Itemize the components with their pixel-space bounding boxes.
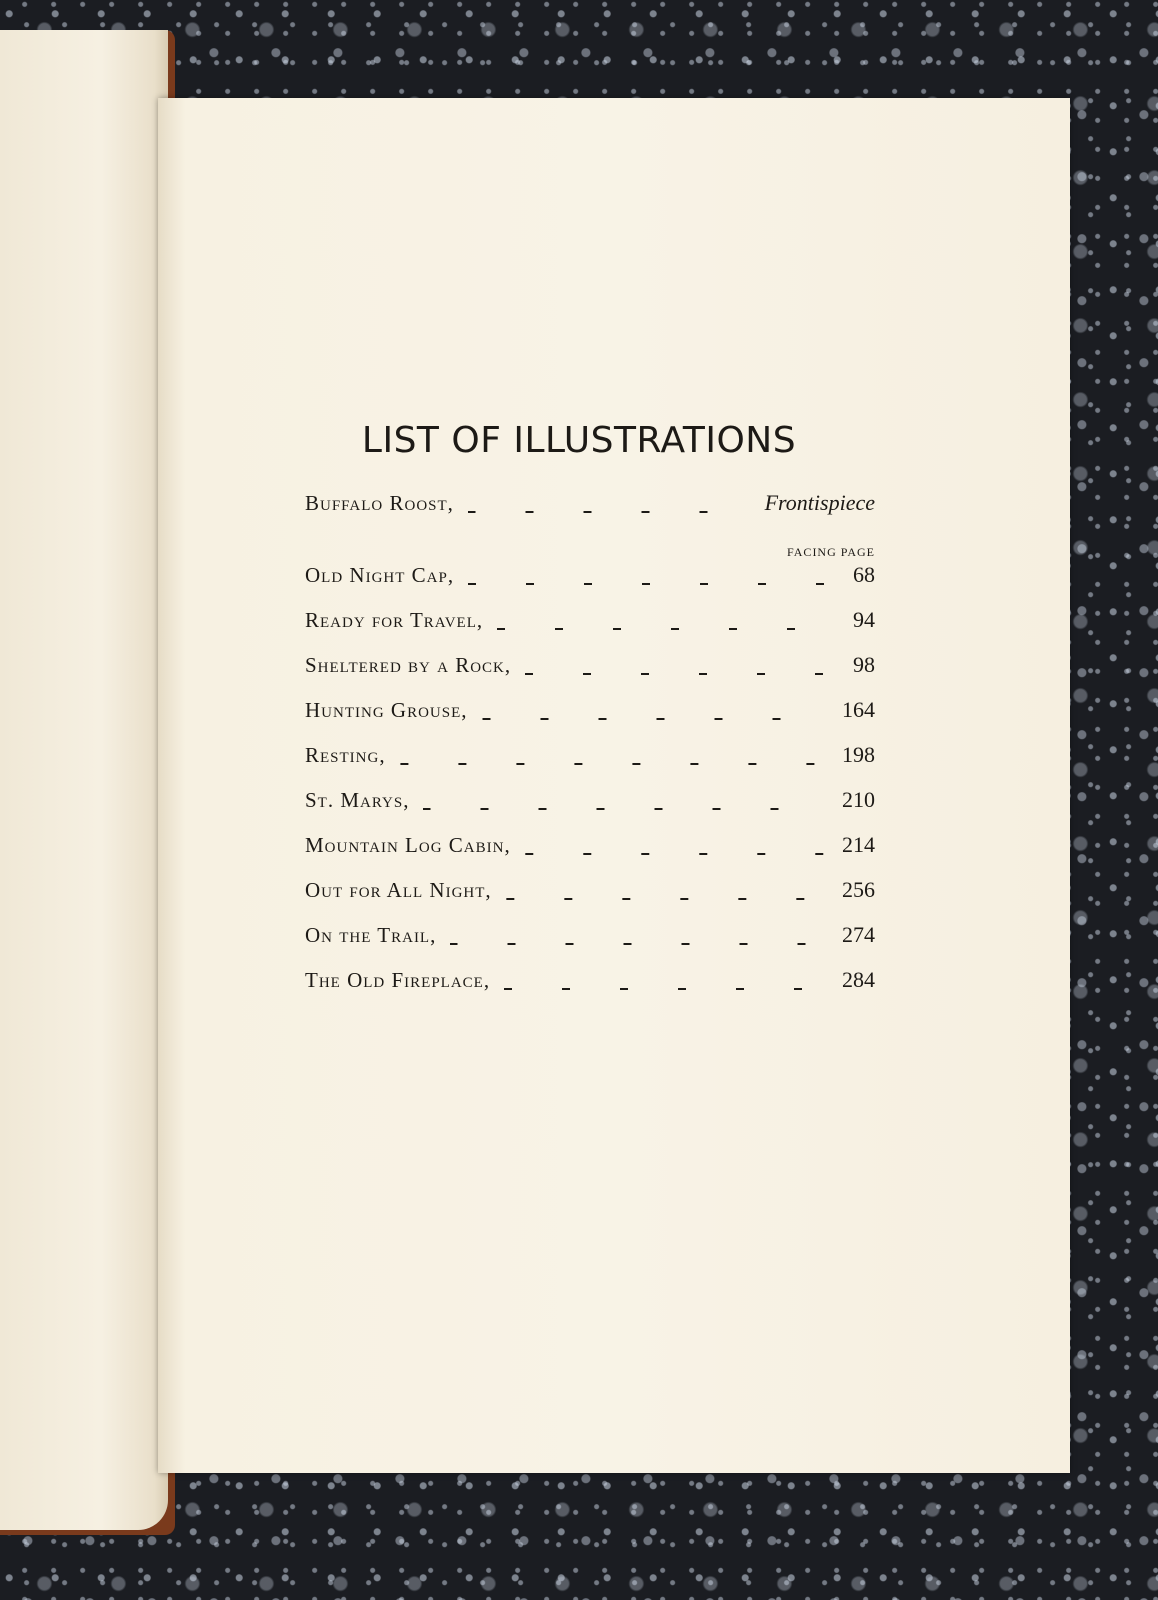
entry-title: Out for All Night, [305, 878, 492, 902]
dot-leader [468, 583, 831, 585]
illustration-entry [305, 877, 875, 917]
dot-leader [482, 718, 829, 720]
entry-title: St. Marys, [305, 788, 410, 812]
entry-title: The Old Fireplace, [305, 968, 491, 992]
entry-title: Sheltered by a Rock, [305, 653, 512, 677]
entry-title: Ready for Travel, [305, 608, 484, 632]
entry-title: Buffalo Roost, [305, 491, 454, 515]
entry-page: 256 [842, 877, 875, 902]
dot-leader [468, 511, 751, 513]
dot-leader [525, 673, 831, 675]
illustration-entry [305, 607, 875, 647]
dot-leader [497, 628, 831, 630]
entry-title: Mountain Log Cabin, [305, 833, 511, 857]
illustration-entry [305, 490, 875, 530]
entry-title: Hunting Grouse, [305, 698, 468, 722]
dot-leader [423, 808, 828, 810]
entry-page: 68 [853, 562, 875, 587]
dot-leader [504, 988, 828, 990]
illustration-entry [305, 787, 875, 827]
illustration-entry [305, 832, 875, 872]
illustration-entry [305, 697, 875, 737]
entry-page: 198 [842, 742, 875, 767]
facing-page-label: FACING PAGE [786, 545, 875, 559]
dot-leader [506, 898, 828, 900]
entry-page: 94 [853, 607, 875, 632]
entry-page: 164 [842, 697, 875, 722]
right-page [158, 98, 1070, 1473]
left-page [0, 30, 168, 1530]
dot-leader [450, 943, 828, 945]
illustration-entry [305, 742, 875, 782]
illustration-entry [305, 967, 875, 1007]
entry-title: Resting, [305, 743, 386, 767]
page-heading: LIST OF ILLUSTRATIONS [361, 420, 797, 461]
dot-leader [525, 853, 828, 855]
illustration-entry [305, 652, 875, 692]
entry-page: Frontispiece [764, 490, 875, 515]
entry-title: Old Night Cap, [305, 563, 455, 587]
dot-leader [400, 763, 828, 765]
illustration-entry [305, 922, 875, 962]
illustration-entry [305, 562, 875, 602]
entry-page: 214 [842, 832, 875, 857]
entry-page: 274 [842, 922, 875, 947]
entry-page: 284 [842, 967, 875, 992]
entry-page: 98 [853, 652, 875, 677]
entry-title: On the Trail, [305, 923, 437, 947]
entry-page: 210 [842, 787, 875, 812]
